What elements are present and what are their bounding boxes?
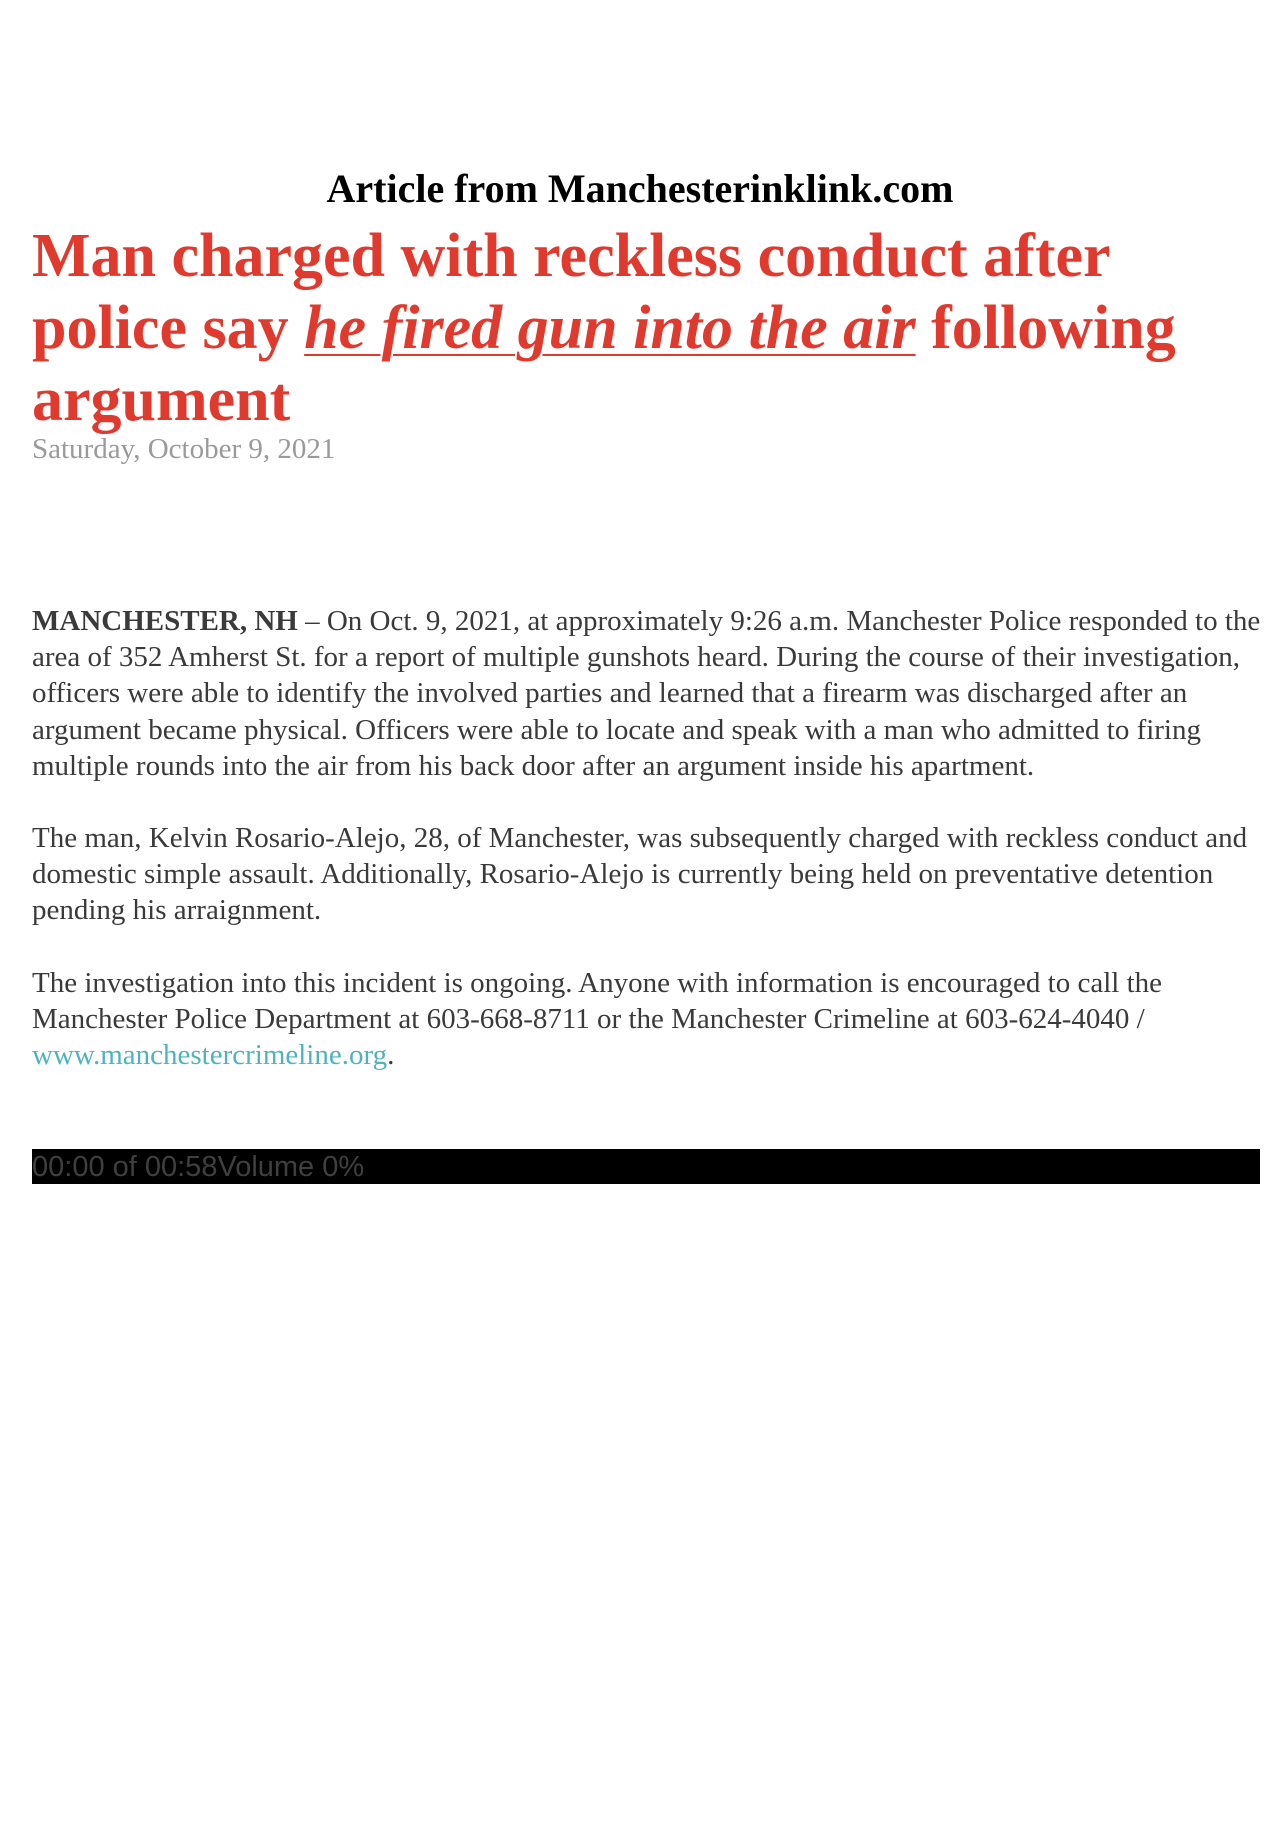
media-player[interactable] (32, 1149, 1260, 1184)
dateline-lead: MANCHESTER, NH (32, 605, 298, 637)
article-body (32, 603, 1262, 1109)
headline-emphasis: he fired gun into the air (304, 294, 916, 362)
paragraph-2-text: The man, Kelvin Rosario-Alejo, 28, of Manchester, was subsequently charged with reckless conduct and domestic simple assault. Additionally, Rosario-Alejo is currently being held on preventative detention pending his arraignment. (32, 822, 1248, 927)
headline-part-2: following argument (32, 294, 1176, 434)
headline-part-1: Man charged with reckless conduct after police say (32, 222, 1110, 362)
paragraph-3 (32, 965, 1262, 1074)
paragraph-1 (32, 603, 1262, 784)
player-volume-display[interactable]: Volume 0% (217, 1151, 365, 1183)
crimeline-link[interactable]: www.manchestercrimeline.org (32, 1039, 388, 1072)
paragraph-3-tail: . (387, 1039, 395, 1072)
paragraph-1-text: – On Oct. 9, 2021, at approximately 9:26 a.m. Manchester Police responded to the area of 352 Amherst St. for a report of multiple gunshots heard. During the course of their investigation, officers were able to identify the involved parties and learned that a firearm was discharged after an argument became physical. Officers were able to locate and speak with a man who admitted to firing multiple rounds into the air from his back door after an argument inside his apartment. (32, 605, 1261, 782)
source-line: Article from Manchesterinklink.com (326, 166, 954, 211)
paragraph-3-text: The investigation into this incident is ongoing. Anyone with information is encouraged to call the Manchester Police Department at 603-668-8711 or the Manchester Crimeline at 603-624-4040 / (32, 966, 1162, 1035)
article-date: Saturday, October 9, 2021 (32, 433, 336, 465)
player-time-display: 00:00 of 00:58 (32, 1151, 218, 1183)
article-headline (32, 220, 1252, 436)
paragraph-2 (32, 820, 1262, 929)
